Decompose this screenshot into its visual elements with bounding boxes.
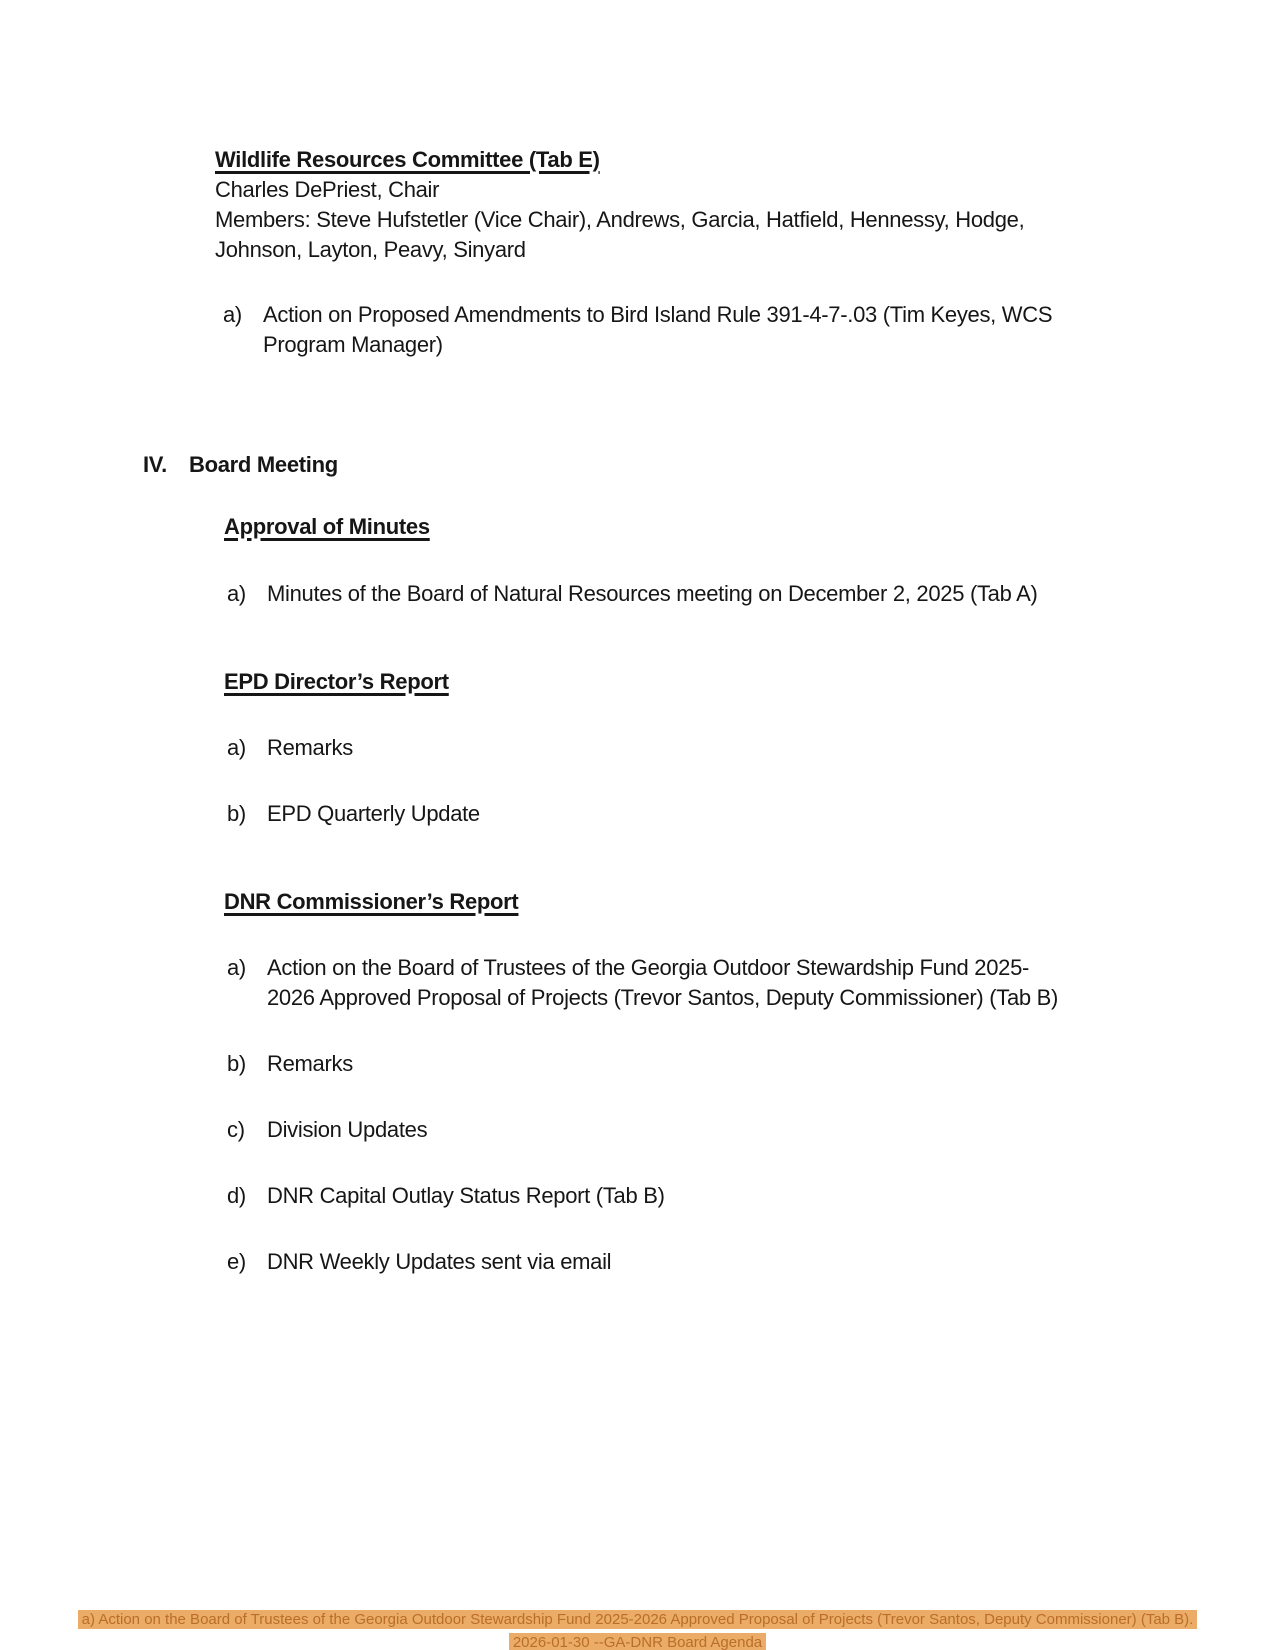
item-marker: a) — [227, 581, 246, 606]
epd-directors-report-section — [224, 667, 480, 829]
footer-highlighted-text: a) Action on the Board of Trustees of the Georgia Outdoor Stewardship Fund 2025-2026 Approved Proposal of Projects (Trevor Santos, Deputy Commissioner) (Tab B). — [78, 1610, 1198, 1629]
agenda-item — [224, 1049, 1058, 1079]
item-marker: b) — [227, 1051, 246, 1076]
board-meeting-heading — [143, 450, 338, 480]
board-meeting-number: IV. — [143, 452, 167, 477]
agenda-item — [224, 1115, 1058, 1145]
committee-heading: Wildlife Resources Committee (Tab E) — [215, 147, 600, 172]
item-marker: b) — [227, 801, 246, 826]
agenda-item — [224, 799, 480, 829]
footer-annotation-line-1 — [0, 1608, 1275, 1631]
section-heading: DNR Commissioner’s Report — [224, 889, 519, 914]
agenda-item — [215, 300, 1052, 360]
section-heading: Approval of Minutes — [224, 514, 430, 539]
item-text: Remarks — [267, 735, 353, 760]
wildlife-resources-committee-section — [215, 145, 1052, 360]
item-marker: a) — [223, 302, 242, 327]
item-text: Action on Proposed Amendments to Bird Island Rule 391-4-7-.03 (Tim Keyes, WCS Program Manager) — [263, 302, 1053, 357]
footer-highlighted-text: 2026-01-30 --GA-DNR Board Agenda — [509, 1633, 766, 1650]
item-text: EPD Quarterly Update — [267, 801, 480, 826]
item-text: DNR Weekly Updates sent via email — [267, 1249, 612, 1274]
item-marker: e) — [227, 1249, 246, 1274]
approval-of-minutes-section — [224, 512, 1038, 609]
committee-members-line-1: Members: Steve Hufstetler (Vice Chair), Andrews, Garcia, Hatfield, Hennessy, Hodge, — [215, 207, 1025, 232]
agenda-item — [224, 1181, 1058, 1211]
dnr-commissioners-report-section — [224, 887, 1058, 1277]
committee-chair-line: Charles DePriest, Chair — [215, 177, 440, 202]
agenda-item — [224, 953, 1058, 1013]
item-text: DNR Capital Outlay Status Report (Tab B) — [267, 1183, 665, 1208]
agenda-item — [224, 1247, 1058, 1277]
item-marker: a) — [227, 955, 246, 980]
item-text: Action on the Board of Trustees of the Georgia Outdoor Stewardship Fund 2025- 2026 Approved Proposal of Projects (Trevor Santos, Deputy Commissioner) (Tab B) — [267, 955, 1059, 1010]
footer-annotation-line-2 — [0, 1631, 1275, 1650]
agenda-item — [224, 733, 480, 763]
item-marker: c) — [227, 1117, 245, 1142]
item-text: Remarks — [267, 1051, 353, 1076]
item-marker: a) — [227, 735, 246, 760]
item-text: Minutes of the Board of Natural Resources meeting on December 2, 2025 (Tab A) — [267, 581, 1038, 606]
section-heading: EPD Director’s Report — [224, 669, 449, 694]
committee-members-line-2: Johnson, Layton, Peavy, Sinyard — [215, 237, 526, 262]
board-meeting-title: Board Meeting — [189, 452, 338, 477]
item-marker: d) — [227, 1183, 246, 1208]
item-text: Division Updates — [267, 1117, 428, 1142]
agenda-item — [224, 579, 1038, 609]
